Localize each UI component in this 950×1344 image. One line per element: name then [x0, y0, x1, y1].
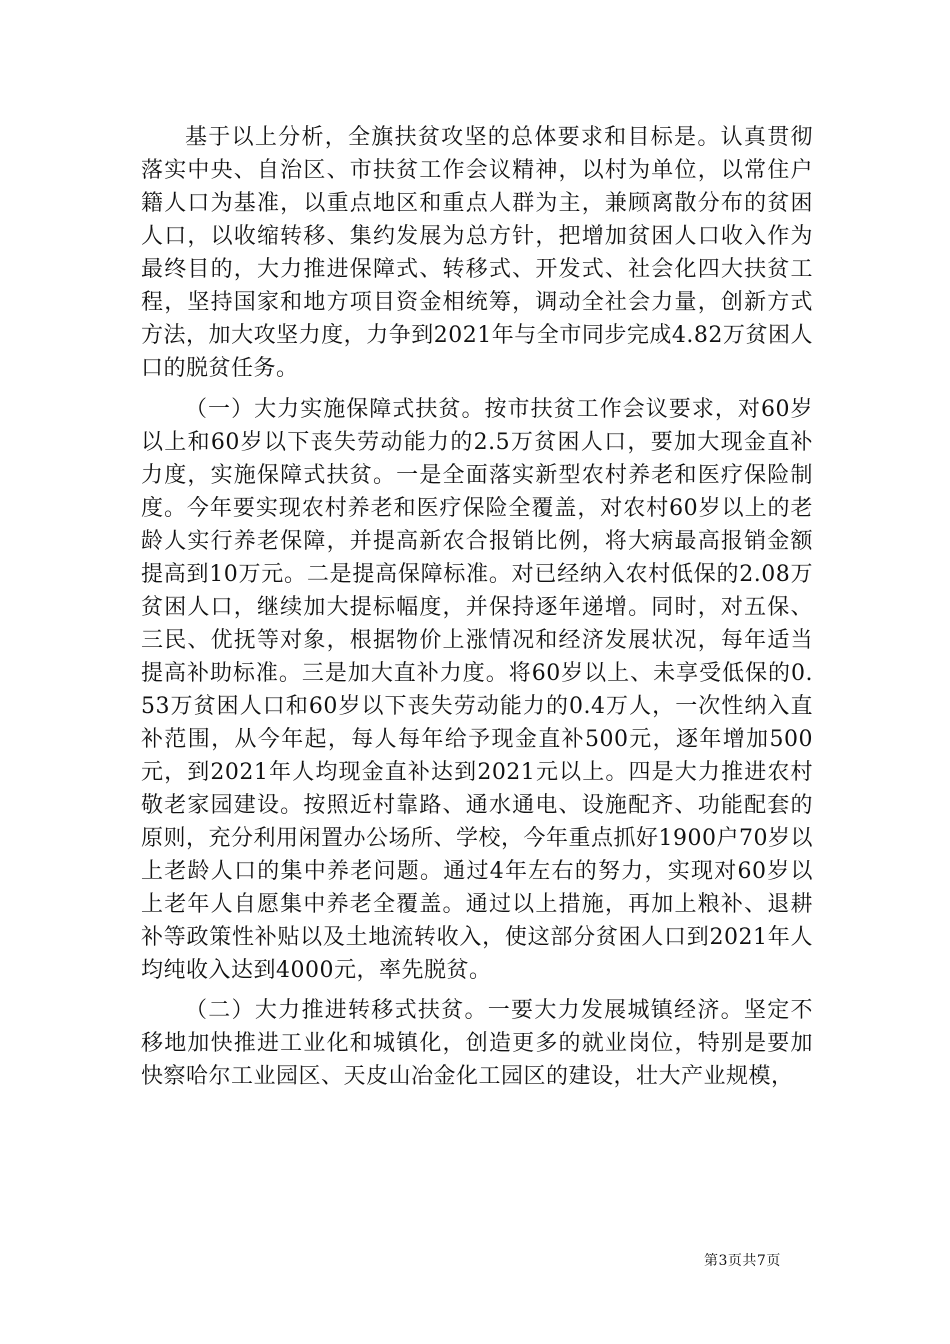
- document-body: [141, 121, 813, 1093]
- paragraph-transfer-poverty-relief: （二）大力推进转移式扶贫。一要大力发展城镇经济。坚定不移地加快推进工业化和城镇化，创造更多的就业岗位，特别是要加快察哈尔工业园区、天皮山冶金化工园区的建设，壮大产业规模，: [141, 998, 813, 1089]
- page-number-footer: 第3页共7页: [704, 1253, 781, 1269]
- paragraph-overall-requirements: 基于以上分析，全旗扶贫攻坚的总体要求和目标是。认真贯彻落实中央、自治区、市扶贫工作会议精神，以村为单位，以常住户籍人口为基准，以重点地区和重点人群为主，兼顾离散分布的贫困人口，以收缩转移、集约发展为总方针，把增加贫困人口收入作为最终目的，大力推进保障式、转移式、开发式、社会化四大扶贫工程，坚持国家和地方项目资金相统筹，调动全社会力量，创新方式方法，加大攻坚力度，力争到2021年与全市同步完成4.82万贫困人口的脱贫任务。: [141, 125, 813, 381]
- paragraph-guarantee-poverty-relief: （一）大力实施保障式扶贫。按市扶贫工作会议要求，对60岁以上和60岁以下丧失劳动能力的2.5万贫困人口，要加大现金直补力度，实施保障式扶贫。一是全面落实新型农村养老和医疗保险制度。今年要实现农村养老和医疗保险全覆盖，对农村60岁以上的老龄人实行养老保障，并提高新农合报销比例，将大病最高报销金额提高到10万元。二是提高保障标准。对已经纳入农村低保的2.08万贫困人口，继续加大提标幅度，并保持逐年递增。同时，对五保、三民、优抚等对象，根据物价上涨情况和经济发展状况，每年适当提高补助标准。三是加大直补力度。将60岁以上、未享受低保的0.53万贫困人口和60岁以下丧失劳动能力的0.4万人，一次性纳入直补范围，从今年起，每人每年给予现金直补500元，逐年增加500元，到2021年人均现金直补达到2021元以上。四是大力推进农村敬老家园建设。按照近村靠路、通水通电、设施配齐、功能配套的原则，充分利用闲置办公场所、学校，今年重点抓好1900户70岁以上老龄人口的集中养老问题。通过4年左右的努力，实现对60岁以上老年人自愿集中养老全覆盖。通过以上措施，再加上粮补、退耕补等政策性补贴以及土地流转收入，使这部分贫困人口到2021年人均纯收入达到4000元，率先脱贫。: [141, 397, 814, 983]
